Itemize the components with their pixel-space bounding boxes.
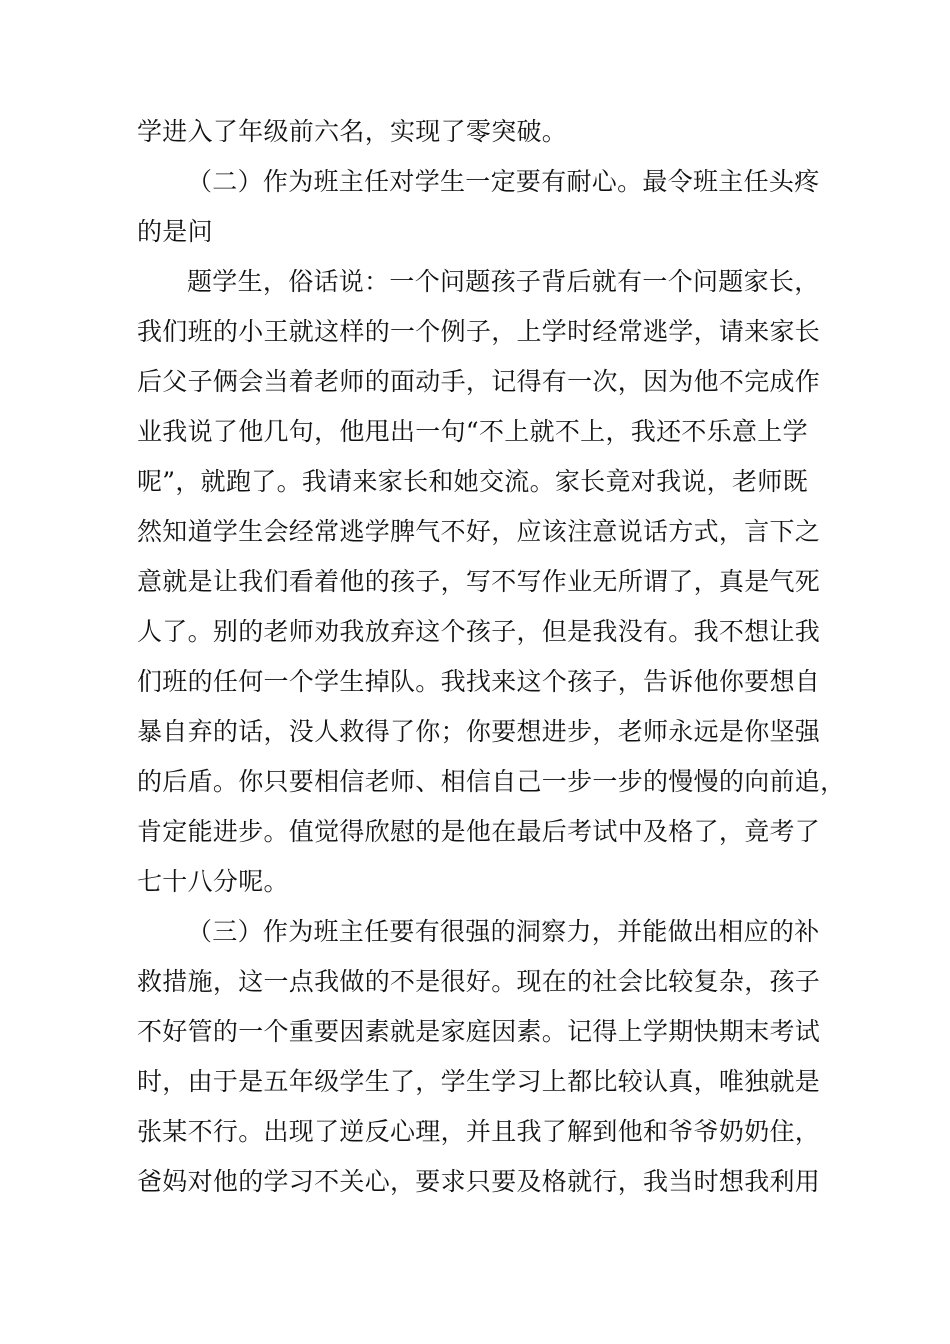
text-line: 不好管的一个重要因素就是家庭因素。记得上学期快期末考试 — [137, 1017, 821, 1046]
text-line: 呢”，就跑了。我请来家长和她交流。家长竟对我说，老师既 — [137, 467, 808, 496]
text-line: 后父子俩会当着老师的面动手，记得有一次，因为他不完成作 — [137, 367, 821, 396]
text-line: 暴自弃的话，没人救得了你；你要想进步，老师永远是你坚强 — [137, 717, 821, 746]
text-line: 们班的任何一个学生掉队。我找来这个孩子，告诉他你要想自 — [137, 667, 821, 696]
text-line: 业我说了他几句，他甩出一句“不上就不上，我还不乐意上学 — [137, 417, 808, 446]
text-line: 的后盾。你只要相信老师、相信自己一步一步的慢慢的向前追， — [137, 767, 846, 796]
text-line: 肯定能进步。值觉得欣慰的是他在最后考试中及格了，竟考了 — [137, 817, 821, 846]
text-line: 我们班的小王就这样的一个例子，上学时经常逃学，请来家长 — [137, 317, 821, 346]
text-line: 的是问 — [137, 217, 213, 246]
text-line: 张某不行。出现了逆反心理，并且我了解到他和爷爷奶奶住， — [137, 1117, 821, 1146]
text-line: 学进入了年级前六名，实现了零突破。 — [137, 117, 568, 146]
text-line: 题学生，俗话说：一个问题孩子背后就有一个问题家长， — [187, 267, 820, 296]
text-line: 意就是让我们看着他的孩子，写不写作业无所谓了，真是气死 — [137, 567, 821, 596]
text-line: 爸妈对他的学习不关心，要求只要及格就行，我当时想我利用 — [137, 1167, 821, 1196]
text-line: 时，由于是五年级学生了，学生学习上都比较认真，唯独就是 — [137, 1067, 821, 1096]
text-line: 然知道学生会经常逃学脾气不好，应该注意说话方式，言下之 — [137, 517, 821, 546]
text-line: 人了。别的老师劝我放弃这个孩子，但是我没有。我不想让我 — [137, 617, 821, 646]
text-line: 七十八分呢。 — [137, 867, 289, 896]
text-line: 救措施，这一点我做的不是很好。现在的社会比较复杂，孩子 — [137, 967, 821, 996]
paragraph-heading-3: （三）作为班主任要有很强的洞察力，并能做出相应的补 — [187, 917, 820, 946]
paragraph-heading-2: （二）作为班主任对学生一定要有耐心。最令班主任头疼 — [187, 167, 820, 196]
